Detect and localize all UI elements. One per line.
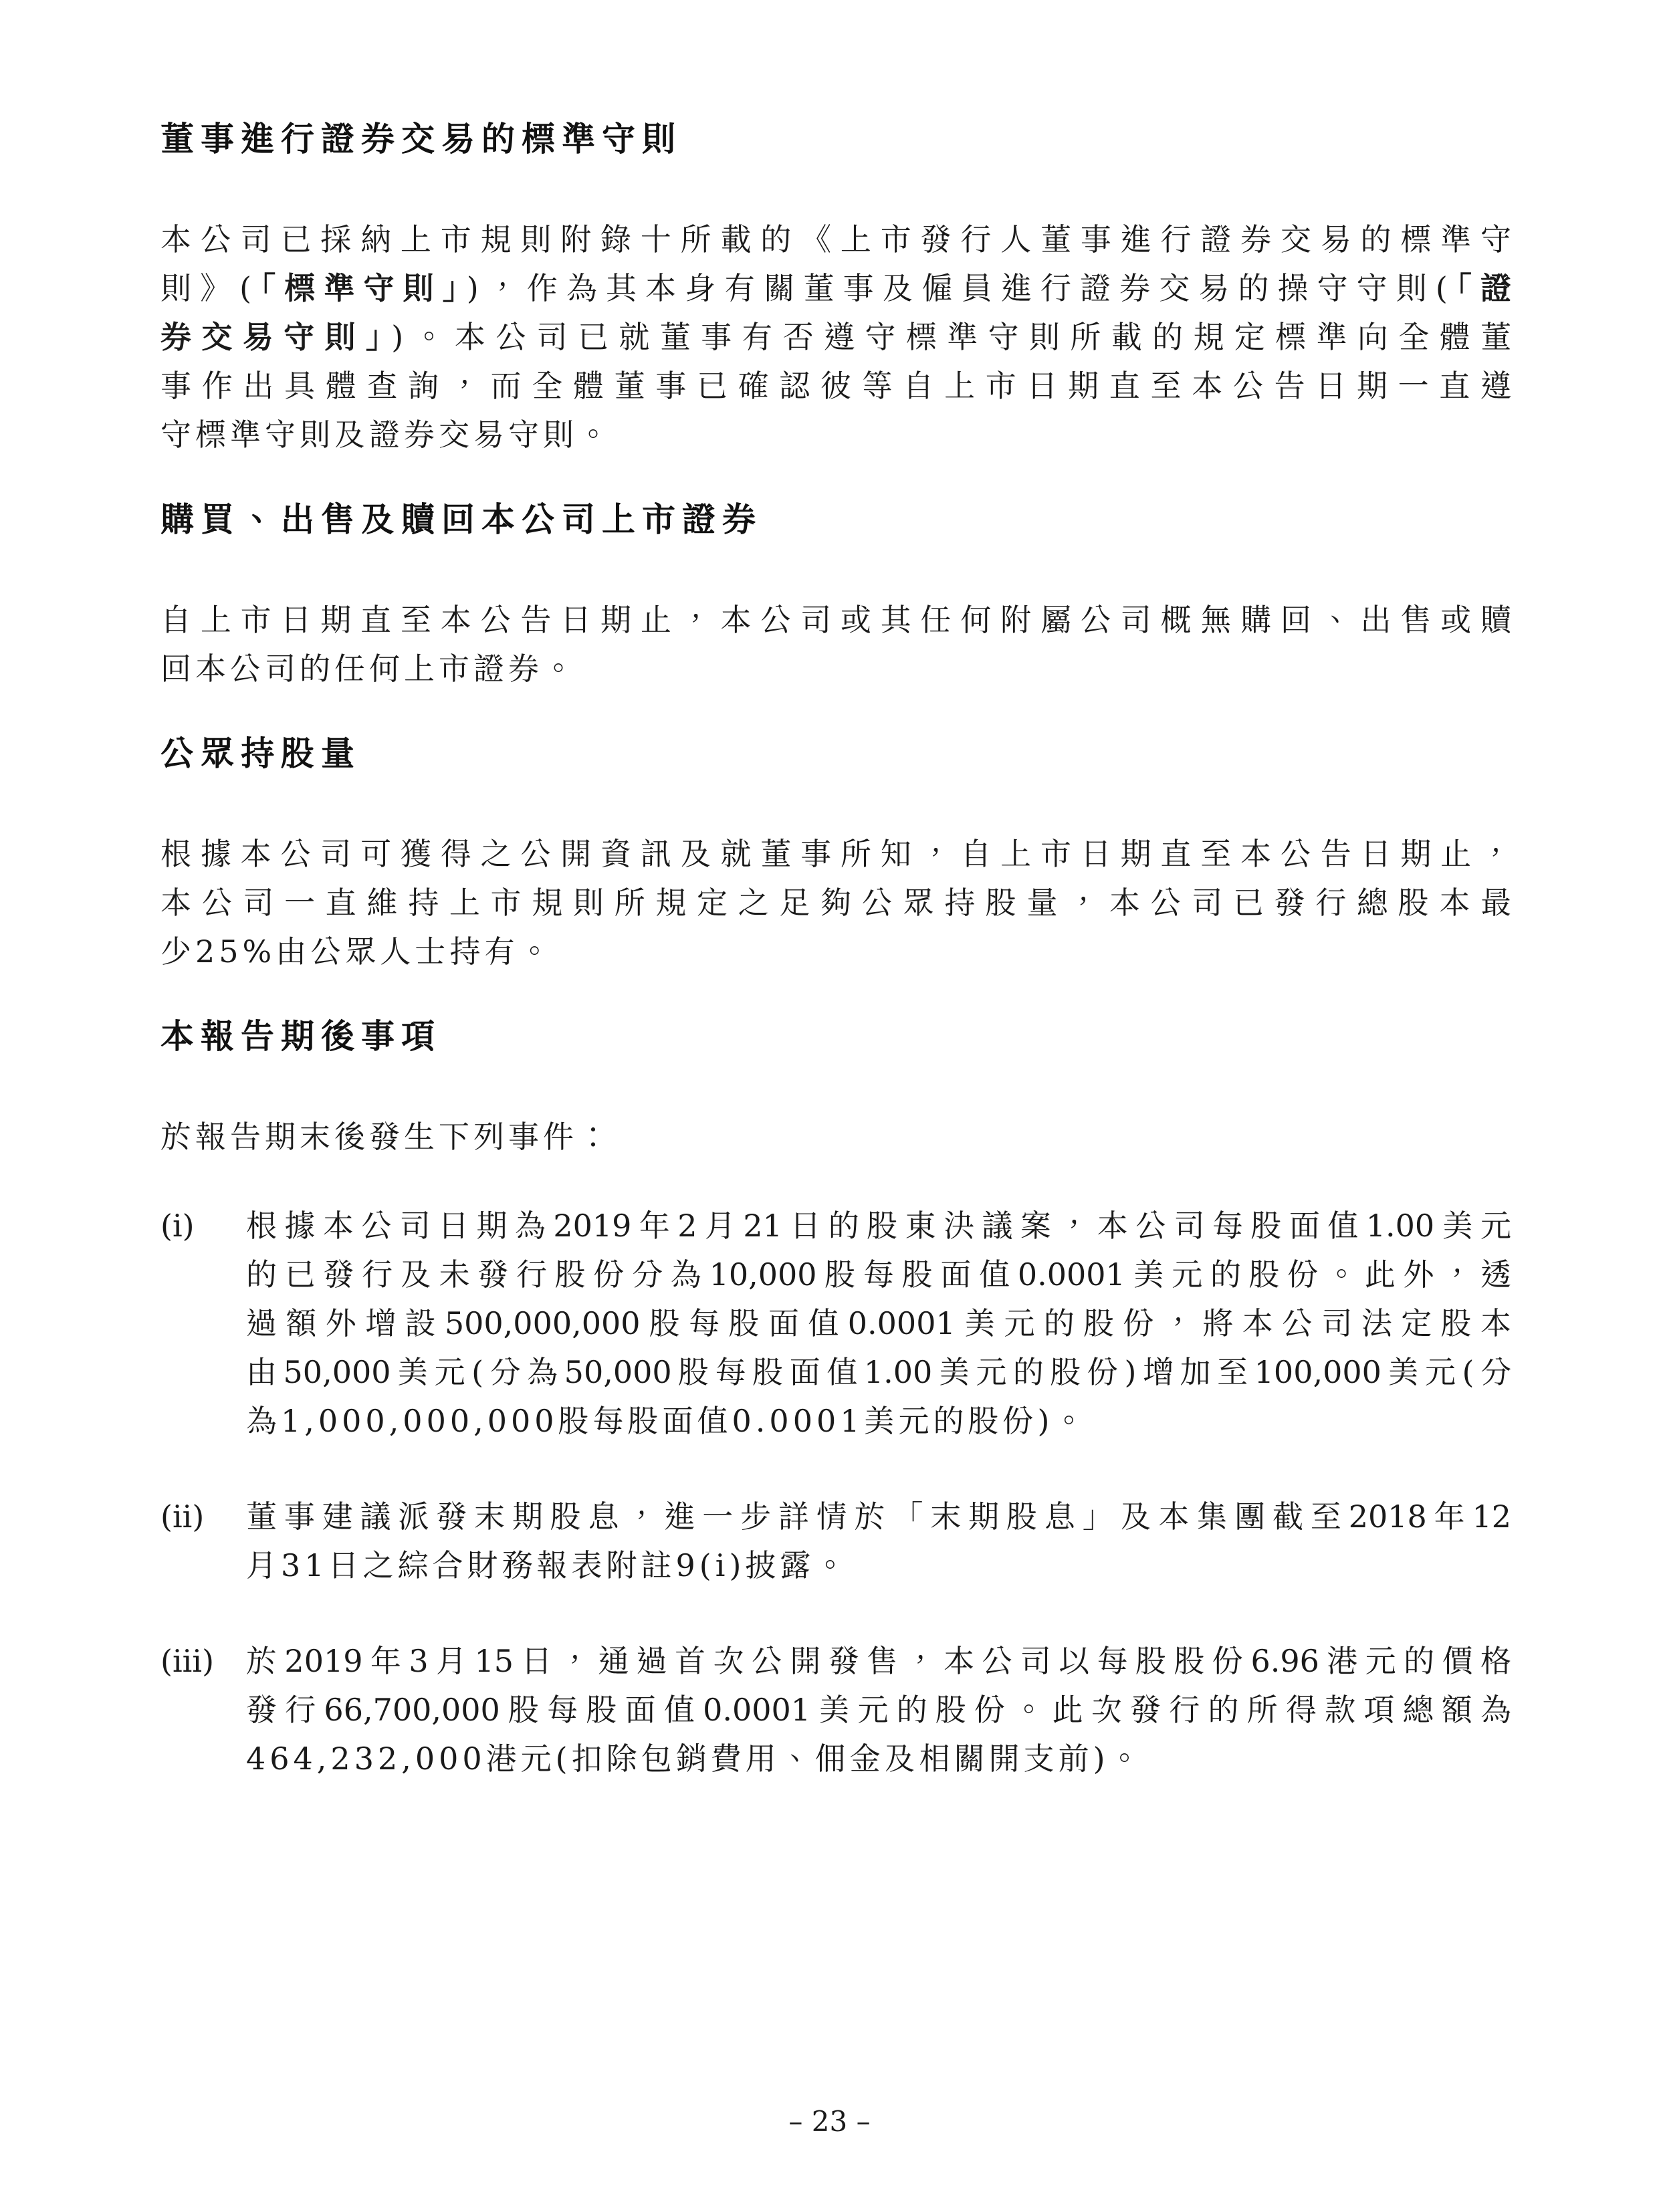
paragraph	[160, 830, 1511, 976]
list-item-line: 董事建議派發末期股息，進一步詳情於「末期股息」及本集團截至2018年12	[246, 1499, 1511, 1535]
list-item-marker: (ii)	[160, 1499, 205, 1535]
list-item-line: 發行66,700,000股每股面值0.0001美元的股份。此次發行的所得款項總額為	[246, 1692, 1511, 1728]
list-item-line: 過額外增設500,000,000股每股面值0.0001美元的股份，將本公司法定股本	[246, 1305, 1511, 1341]
section-heading: 本報告期後事項	[160, 1017, 441, 1056]
list-item-line: 根據本公司日期為2019年2月21日的股東決議案，本公司每股面值1.00美元	[246, 1208, 1511, 1244]
list-item-line: 為1,000,000,000股每股面值0.0001美元的股份)。	[246, 1403, 1089, 1439]
section-model-code	[160, 119, 1511, 459]
list-item	[160, 1202, 1511, 1446]
list-item	[160, 1492, 1511, 1590]
paragraph-line: 事作出具體查詢，而全體董事已確認彼等自上市日期直至本公告日期一直遵	[160, 368, 1511, 404]
list-item-marker: (i)	[160, 1208, 195, 1244]
list-item-line: 由50,000美元(分為50,000股每股面值1.00美元的股份)增加至100,000美元(分	[246, 1354, 1511, 1390]
paragraph-line: 券交易守則」)。本公司已就董事有否遵守標準守則所載的規定標準向全體董	[160, 319, 1512, 355]
section-heading: 董事進行證券交易的標準守則	[160, 120, 682, 158]
section-heading: 公眾持股量	[160, 734, 361, 773]
paragraph-line: 本公司一直維持上市規則所規定之足夠公眾持股量，本公司已發行總股本最	[160, 885, 1511, 921]
section-events-after-reporting-period	[160, 1016, 1511, 1783]
list-item-line: 的已發行及未發行股份分為10,000股每股面值0.0001美元的股份。此外，透	[246, 1256, 1511, 1293]
paragraph	[160, 1113, 1511, 1162]
paragraph-line: 回本公司的任何上市證券。	[160, 651, 578, 687]
paragraph	[160, 596, 1511, 693]
list-item-line: 月31日之綜合財務報表附註9(i)披露。	[246, 1547, 850, 1583]
paragraph-line: 少25%由公眾人士持有。	[160, 933, 554, 970]
section-purchase-sale-redemption	[160, 500, 1511, 693]
paragraph	[160, 215, 1511, 459]
paragraph-line: 自上市日期直至本公告日期止，本公司或其任何附屬公司概無購回、出售或贖	[160, 602, 1511, 638]
paragraph-line: 於報告期末後發生下列事件：	[160, 1119, 613, 1155]
section-public-float	[160, 734, 1511, 976]
page-number: – 23 –	[788, 2105, 871, 2138]
list-item-line: 464,232,000港元(扣除包銷費用、佣金及相關開支前)。	[246, 1741, 1144, 1777]
list-item-marker: (iii)	[160, 1643, 215, 1679]
list-item-line: 於2019年3月15日，通過首次公開發售，本公司以每股股份6.96港元的價格	[246, 1643, 1511, 1679]
list-item	[160, 1637, 1511, 1783]
paragraph-line: 本公司已採納上市規則附錄十所載的《上市發行人董事進行證券交易的標準守	[160, 221, 1511, 257]
paragraph-line: 根據本公司可獲得之公開資訊及就董事所知，自上市日期直至本公告日期止，	[160, 836, 1511, 872]
section-heading: 購買、出售及贖回本公司上市證券	[160, 500, 762, 539]
paragraph-line: 守標準守則及證券交易守則。	[160, 417, 613, 453]
events-list	[160, 1202, 1511, 1783]
paragraph-line: 則》(「標準守則」)，作為其本身有關董事及僱員進行證券交易的操守守則(「證	[160, 270, 1512, 306]
